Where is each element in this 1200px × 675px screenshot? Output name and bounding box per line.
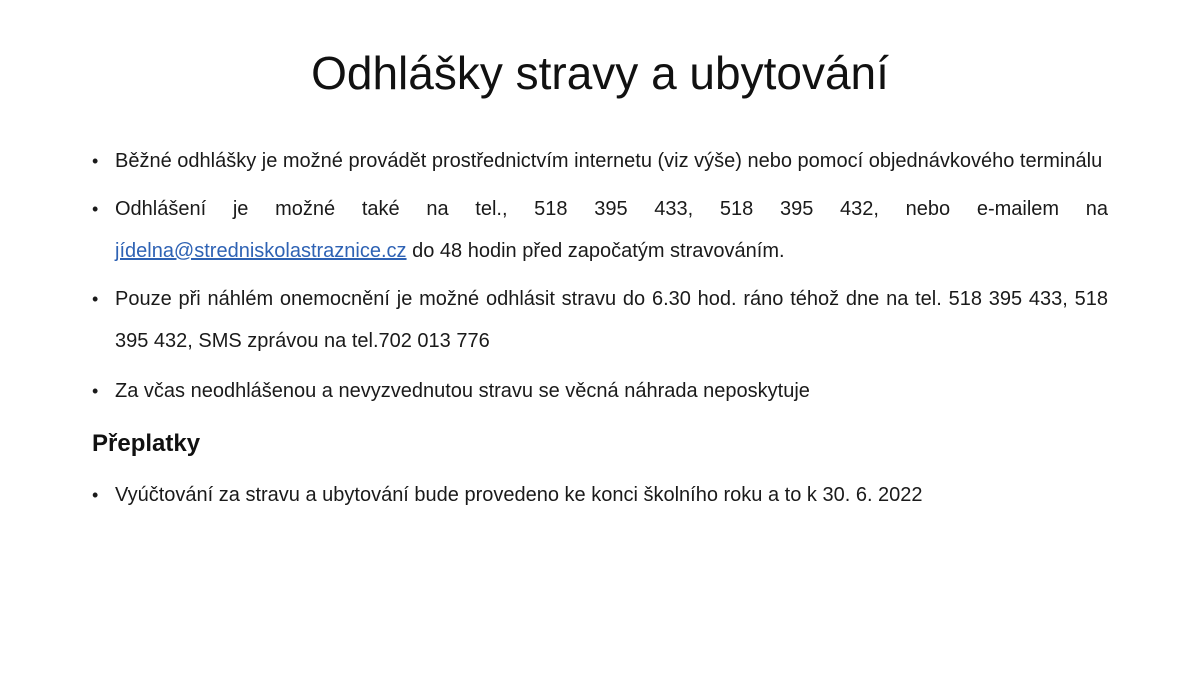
bullet-icon: • (92, 289, 99, 309)
bullet-icon: • (92, 381, 99, 401)
list-item (92, 370, 1108, 412)
list-item (92, 188, 1108, 272)
section-heading-preplatky: Přeplatky (92, 430, 201, 457)
bullet-list (92, 140, 1108, 412)
bullet-text: Pouze při náhlém onemocnění je možné odhlásit stravu do 6.30 hod. ráno téhož dne na tel. 518 395 433, 518 395 432, SMS zprávou na tel.702 013 776 (115, 288, 1108, 352)
email-link[interactable]: jídelna@stredniskolastraznice.cz (115, 240, 407, 262)
bullet-text-after: do 48 hodin před započatým stravováním. (406, 240, 785, 262)
list-item (92, 140, 1108, 182)
bullet-text: Vyúčtování za stravu a ubytování bude provedeno ke konci školního roku a to k 30. 6. 2022 (115, 484, 923, 506)
bullet-icon: • (92, 485, 99, 505)
bullet-text: Běžné odhlášky je možné provádět prostřednictvím internetu (viz výše) nebo pomocí objednávkového terminálu (115, 150, 1103, 172)
bullet-text: Za včas neodhlášenou a nevyzvednutou stravu se věcná náhrada neposkytuje (115, 380, 810, 402)
list-item (92, 474, 1108, 516)
bullet-icon: • (92, 199, 99, 219)
sub-bullet-list (92, 474, 1108, 516)
slide-content (92, 140, 1108, 516)
list-item (92, 278, 1108, 362)
bullet-icon: • (92, 151, 99, 171)
slide-title: Odhlášky stravy a ubytování (311, 47, 889, 99)
bullet-text-before: Odhlášení je možné také na tel., 518 395 433, 518 395 432, nebo e-mailem na (115, 198, 1108, 220)
